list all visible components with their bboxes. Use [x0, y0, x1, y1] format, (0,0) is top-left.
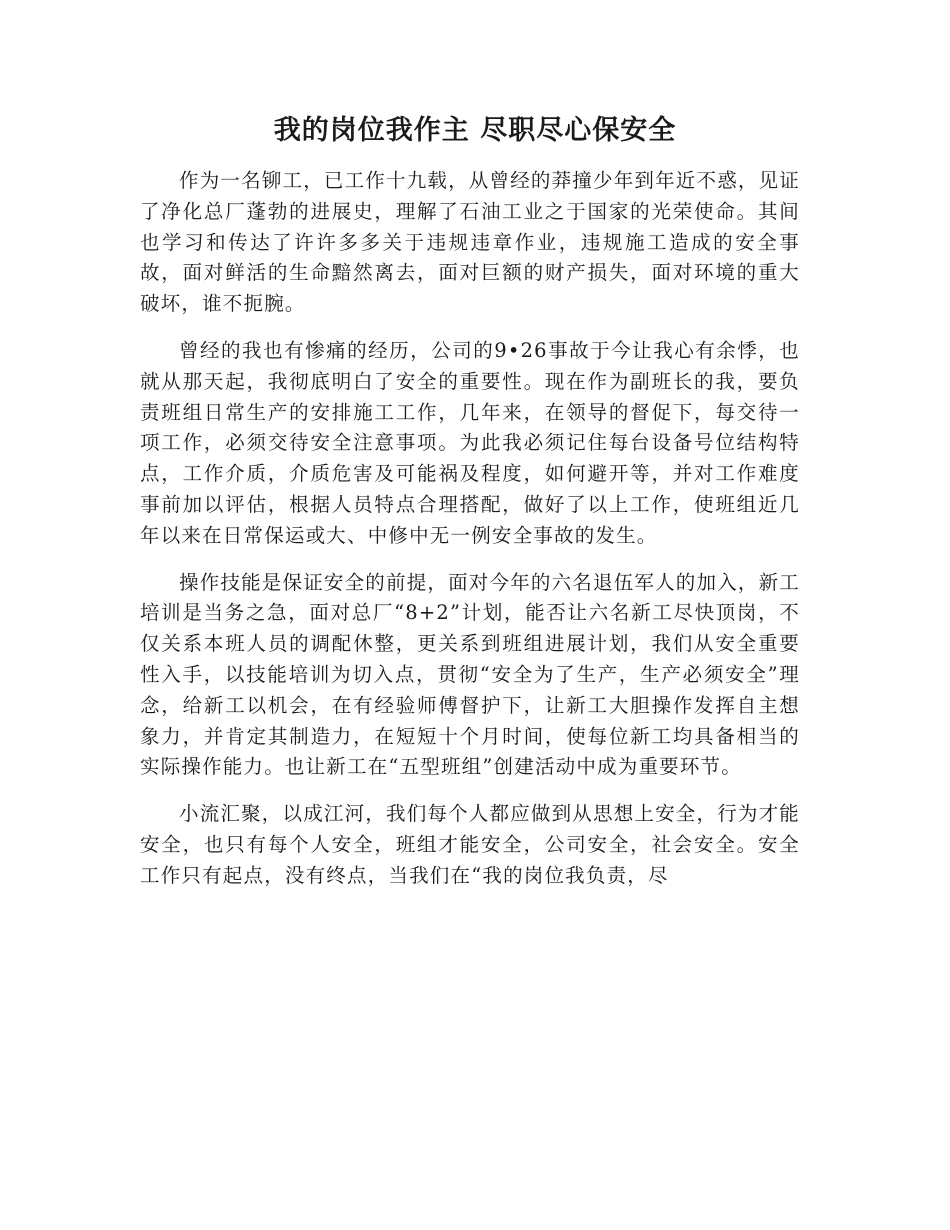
paragraph-3: 操作技能是保证安全的前提，面对今年的六名退伍军人的加入，新工培训是当务之急，面对总厂“8+2”计划，能否让六名新工尽快顶岗，不仅关系本班人员的调配休整，更关系到班组进展计划，我们从安全重要性入手，以技能培训为切入点，贯彻“安全为了生产，生产必须安全”理念，给新工以机会，在有经验师傅督护下，让新工大胆操作发挥自主想象力，并肯定其制造力，在短短十个月时间，使每位新工均具备相当的实际操作能力。也让新工在“五型班组”创建活动中成为重要环节。: [140, 570, 801, 779]
paragraph-1: 作为一名铆工，已工作十九载，从曾经的莽撞少年到年近不惑，见证了净化总厂蓬勃的进展史，理解了石油工业之于国家的光荣使命。其间也学习和传达了许许多多关于违规违章作业，违规施工造成的安全事故，面对鲜活的生命黯然离去，面对巨额的财产损失，面对环境的重大破坏，谁不扼腕。: [140, 169, 801, 316]
paragraph-2: 曾经的我也有惨痛的经历，公司的9•26事故于今让我心有余悸，也就从那天起，我彻底明白了安全的重要性。现在作为副班长的我，要负责班组日常生产的安排施工工作，几年来，在领导的督促下，每交待一项工作，必须交待安全注意事项。为此我必须记住每台设备号位结构特点，工作介质，介质危害及可能祸及程度，如何避开等，并对工作难度事前加以评估，根据人员特点合理搭配，做好了以上工作，使班组近几年以来在日常保运或大、中修中无一例安全事故的发生。: [140, 338, 800, 547]
document-body: [140, 166, 800, 908]
document-title: 我的岗位我作主 尽职尽心保安全: [273, 115, 677, 146]
paragraph-4: 小流汇聚，以成江河，我们每个人都应做到从思想上安全，行为才能安全，也只有每个人安全，班组才能安全，公司安全，社会安全。安全工作只有起点，没有终点，当我们在“我的岗位我负责，尽: [140, 802, 801, 887]
